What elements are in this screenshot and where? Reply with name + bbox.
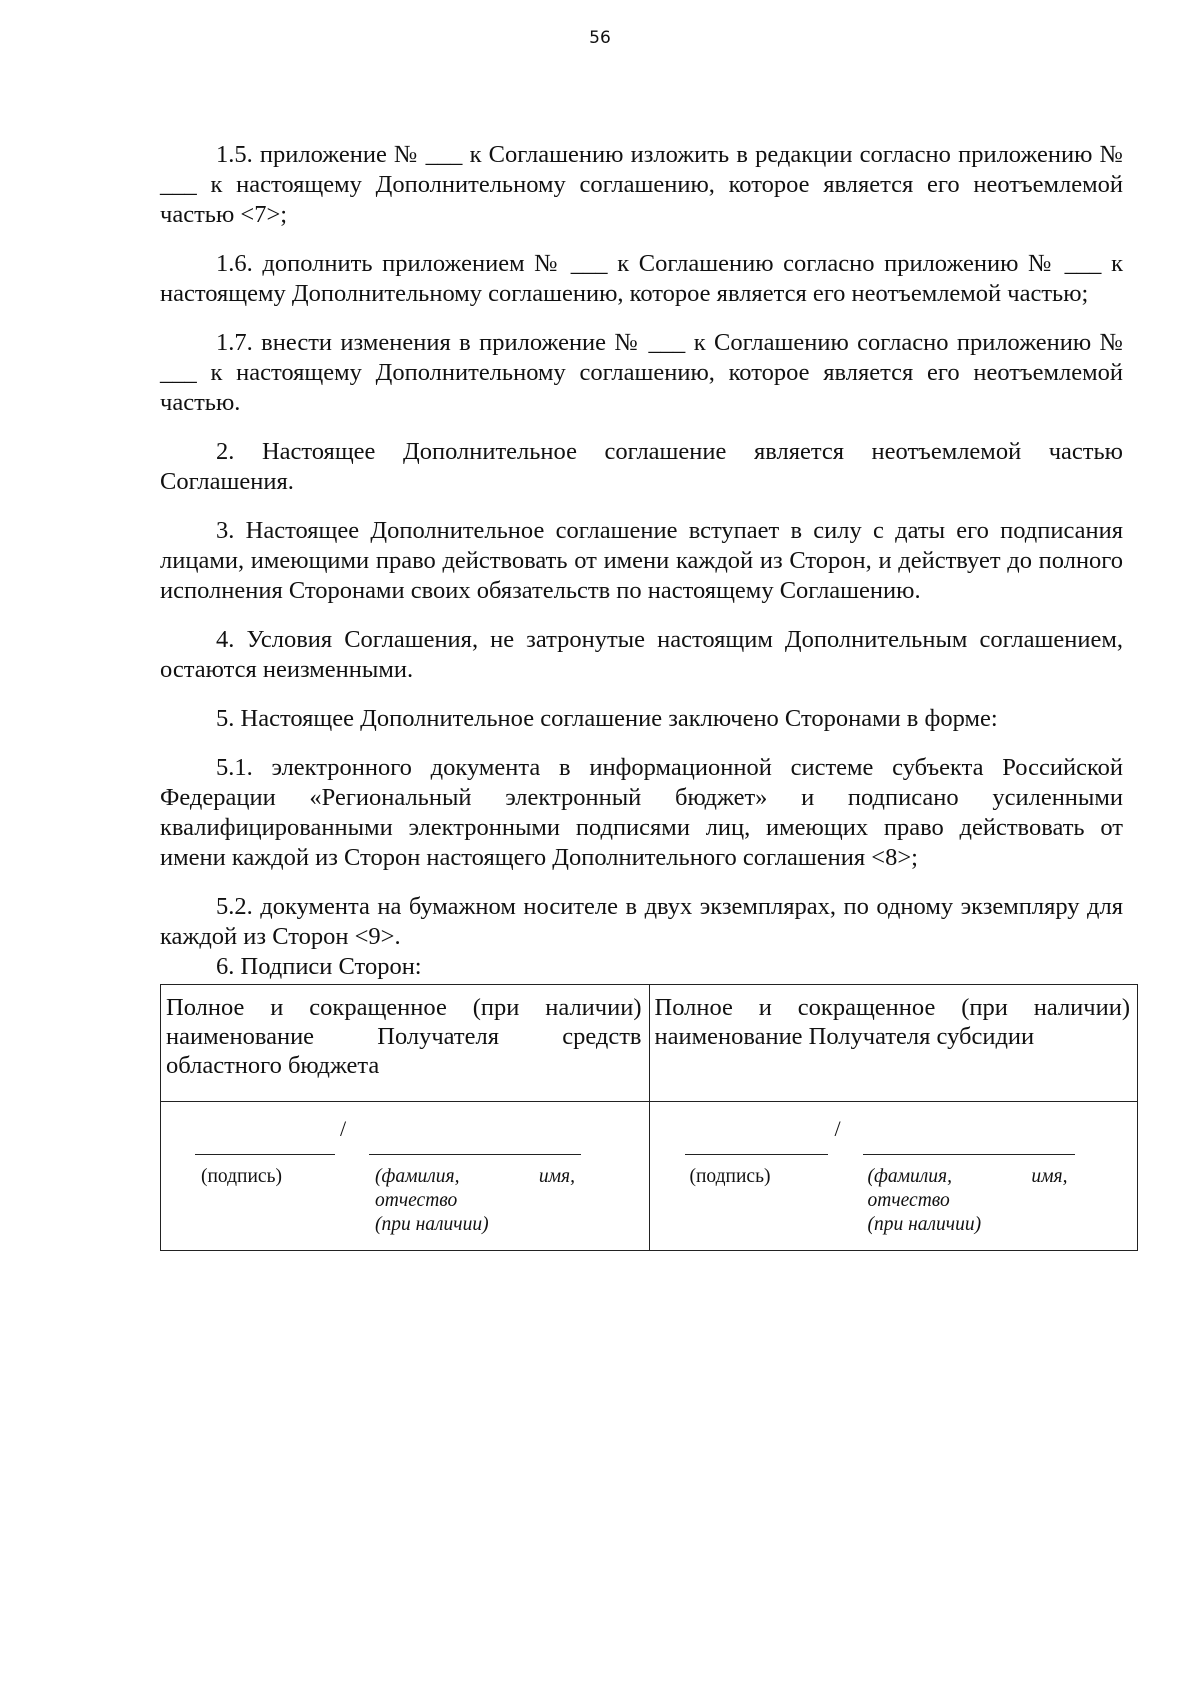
left-party-name: Полное и сокращенное (при наличии) наименование Получателя средств областного бюджета <box>161 985 650 1102</box>
paragraph-4: 4. Условия Соглашения, не затронутые настоящим Дополнительным соглашением, остаются неизменными. <box>160 626 1123 683</box>
paragraph-1-5: 1.5. приложение № ___ к Соглашению изложить в редакции согласно приложению № ___ к настоящему Дополнительному соглашению, которое является его неотъемлемой частью <7>; <box>160 141 1123 228</box>
left-signature-cell <box>161 1102 650 1251</box>
document-body <box>160 140 1130 1251</box>
paragraph-5: 5. Настоящее Дополнительное соглашение заключено Сторонами в форме: <box>216 705 998 732</box>
left-sign-label: (подпись) <box>201 1166 282 1187</box>
left-fio-line2: отчество <box>375 1190 458 1211</box>
left-fio-label <box>375 1165 575 1237</box>
right-party-name: Полное и сокращенное (при наличии) наименование Получателя субсидии <box>649 985 1138 1102</box>
right-sign-label: (подпись) <box>689 1166 771 1187</box>
right-fio-label <box>868 1165 1068 1237</box>
right-slash: / <box>834 1116 841 1141</box>
left-fio-word2: имя, <box>538 1166 575 1187</box>
paragraph-1-6: 1.6. дополнить приложением № ___ к Соглашению согласно приложению № ___ к настоящему Дополнительному соглашению, которое является его неотъемлемой частью; <box>160 250 1123 307</box>
right-signature-cell <box>649 1102 1138 1251</box>
left-fio-line <box>369 1154 581 1155</box>
paragraph-5-2: 5.2. документа на бумажном носителе в двух экземплярах, по одному экземпляру для каждой из Сторон <9>. <box>160 893 1123 950</box>
right-fio-line <box>863 1154 1075 1155</box>
right-fio-line3: (при наличии) <box>867 1214 982 1235</box>
right-fio-word1: (фамилия, <box>867 1166 952 1187</box>
page-number: 56 <box>589 28 611 48</box>
signatures-table <box>160 984 1138 1251</box>
paragraph-3: 3. Настоящее Дополнительное соглашение вступает в силу с даты его подписания лицами, имеющими право действовать от имени каждой из Сторон, и действует до полного исполнения Сторонами своих обязательств по настоящему Соглашению. <box>160 517 1123 604</box>
right-fio-word2: имя, <box>1031 1166 1068 1187</box>
left-fio-line3: (при наличии) <box>375 1214 489 1235</box>
left-signature-line <box>195 1154 335 1155</box>
right-signature-line <box>685 1154 828 1155</box>
paragraph-5-1: 5.1. электронного документа в информационной системе субъекта Российской Федерации «Региональный электронный бюджет» и подписано усиленными квалифицированными электронными подписями лиц, имеющих право действовать от имени каждой из Сторон настоящего Дополнительного соглашения <8>; <box>160 754 1123 871</box>
left-slash: / <box>340 1116 347 1141</box>
right-fio-line2: отчество <box>867 1190 950 1211</box>
paragraph-2: 2. Настоящее Дополнительное соглашение является неотъемлемой частью Соглашения. <box>160 438 1123 495</box>
left-fio-word1: (фамилия, <box>375 1166 460 1187</box>
party-names-row <box>161 985 1138 1102</box>
signature-row <box>161 1102 1138 1251</box>
signatures-heading: 6. Подписи Сторон: <box>216 953 422 980</box>
paragraph-1-7: 1.7. внести изменения в приложение № ___ к Соглашению согласно приложению № ___ к настоящему Дополнительному соглашению, которое является его неотъемлемой частью. <box>160 329 1123 416</box>
